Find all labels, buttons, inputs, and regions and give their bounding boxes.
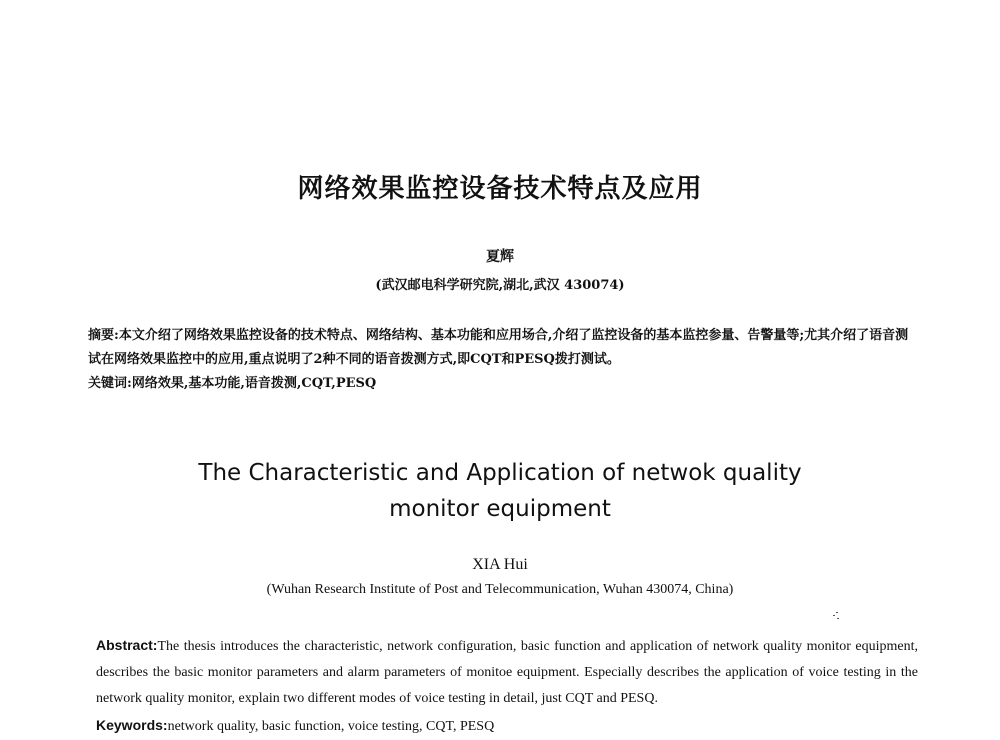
chinese-keywords [88,372,918,396]
chinese-affiliation: (武汉邮电科学研究院,湖北,武汉 430074) [375,278,625,293]
english-keywords-text: network quality, basic function, voice testing, CQT, PESQ [167,719,495,734]
english-abstract-label: Abstract: [96,637,158,653]
scan-speck [831,612,840,620]
english-affiliation: (Wuhan Research Institute of Post and Telecommunication, Wuhan 430074, China) [266,582,734,597]
english-abstract [96,632,918,712]
english-keywords [96,712,918,740]
chinese-abstract-text: 本文介绍了网络效果监控设备的技术特点、网络结构、基本功能和应用场合,介绍了监控设备的基本监控参量、告警量等;尤其介绍了语音测试在网络效果监控中的应用,重点说明了2种不同的语音拨测方式,即CQT和PESQ拨打测试。 [88,328,909,367]
chinese-abstract [88,324,918,372]
english-title-line-1: The Characteristic and Application of netwok quality [198,460,802,486]
english-abstract-text: The thesis introduces the characteristic, network configuration, basic function and application of network quality monitor equipment, describes the basic monitor parameters and alarm parameters of monitoe equipment. Especially describes the application of voice testing in the network quality monitor, explain two different modes of voice testing in detail, just CQT and PESQ. [96,639,918,706]
english-title-line-2: monitor equipment [389,496,611,522]
chinese-abstract-block [88,324,918,396]
english-title [0,455,1000,527]
chinese-keywords-text: 网络效果,基本功能,语音拨测,CQT,PESQ [131,376,377,391]
english-author: XIA Hui [472,556,528,573]
chinese-keywords-label: 关键词: [88,376,132,391]
chinese-author: 夏辉 [486,249,514,265]
chinese-abstract-label: 摘要: [88,328,119,343]
chinese-title: 网络效果监控设备技术特点及应用 [297,174,703,204]
english-keywords-label: Keywords: [96,717,168,733]
english-abstract-block [96,632,918,740]
